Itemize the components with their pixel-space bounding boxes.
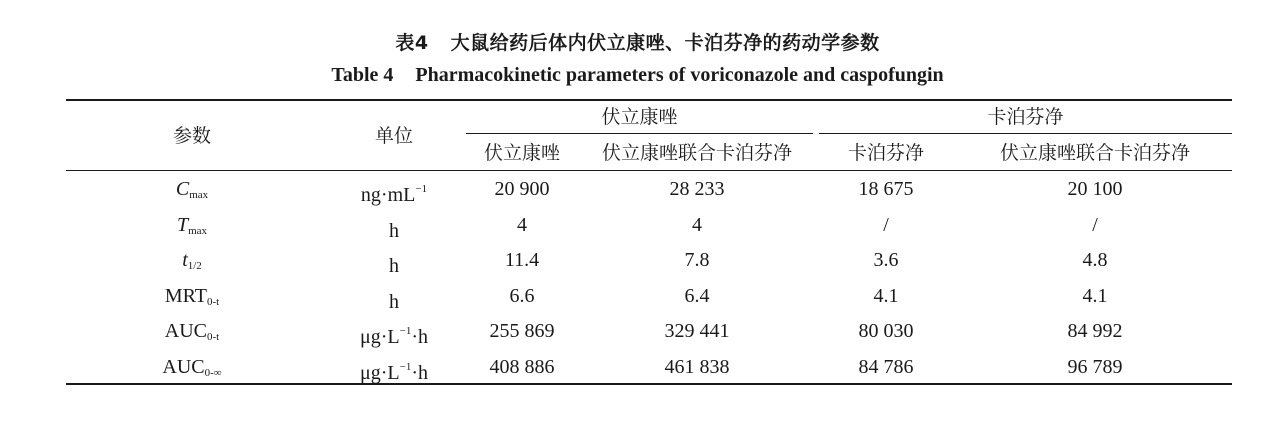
- param-subscript: 1/2: [187, 260, 202, 272]
- unit-superscript: −1: [399, 361, 412, 373]
- table-caption-chinese: 大鼠给药后体内伏立康唑、卡泊芬净的药动学参数: [450, 32, 880, 54]
- row-unit: [314, 355, 474, 385]
- value-vori-combo: 461 838: [664, 356, 730, 378]
- header-group-caspofungin: 卡泊芬净: [987, 106, 1064, 128]
- row-unit: [314, 284, 474, 314]
- param-subscript: 0-∞: [204, 367, 222, 379]
- value-casp-alone: /: [883, 214, 889, 236]
- top-rule: [66, 99, 1232, 101]
- value-vori-combo: 4: [692, 214, 702, 236]
- table-caption-english: Pharmacokinetic parameters of voriconazole and caspofungin: [415, 64, 944, 86]
- unit-superscript: −1: [415, 183, 428, 195]
- header-unit: 单位: [374, 125, 413, 147]
- table-label-english: Table 4: [331, 64, 394, 86]
- unit-main: h: [389, 255, 399, 277]
- value-casp-alone: 3.6: [873, 249, 899, 271]
- value-casp-combo: 20 100: [1067, 178, 1123, 200]
- header-col-casp-alone: 卡泊芬净: [847, 142, 924, 164]
- value-casp-alone: 18 675: [858, 178, 914, 200]
- row-unit: [314, 319, 474, 349]
- value-casp-alone: 4.1: [873, 285, 899, 307]
- value-casp-combo: /: [1092, 214, 1098, 236]
- value-casp-combo: 4.1: [1082, 285, 1108, 307]
- unit-tail: ·h: [411, 326, 428, 348]
- row-param: [132, 248, 252, 278]
- param-symbol: MRT: [164, 285, 207, 307]
- row-unit: [314, 177, 474, 207]
- value-vori-alone: 11.4: [504, 249, 540, 271]
- param-subscript: max: [188, 225, 208, 237]
- voriconazole-group-rule: [466, 133, 813, 134]
- table-title-english: [0, 64, 1275, 87]
- header-col-casp-combo: 伏立康唑联合卡泊芬净: [999, 142, 1190, 164]
- value-vori-combo: 329 441: [664, 320, 730, 342]
- row-unit: [314, 248, 474, 278]
- caspofungin-group-rule: [819, 133, 1232, 134]
- value-vori-combo: 6.4: [684, 285, 710, 307]
- param-symbol: t: [182, 249, 188, 271]
- value-vori-alone: 6.6: [509, 285, 535, 307]
- value-casp-combo: 96 789: [1067, 356, 1123, 378]
- value-vori-alone: 4: [517, 214, 527, 236]
- header-col-vori-combo: 伏立康唑联合卡泊芬净: [601, 142, 792, 164]
- value-casp-alone: 84 786: [858, 356, 914, 378]
- value-casp-alone: 80 030: [858, 320, 914, 342]
- row-unit: [314, 213, 474, 243]
- param-subscript: max: [189, 189, 209, 201]
- unit-main: ng·mL: [360, 184, 416, 206]
- param-symbol: C: [175, 178, 190, 200]
- unit-superscript: −1: [399, 325, 412, 337]
- row-param: [132, 355, 252, 385]
- row-param: [132, 213, 252, 243]
- param-symbol: T: [176, 214, 189, 236]
- unit-tail: ·h: [411, 362, 428, 384]
- value-vori-alone: 255 869: [489, 320, 555, 342]
- param-subscript: 0-t: [206, 296, 220, 308]
- value-casp-combo: 4.8: [1082, 249, 1108, 271]
- header-col-vori-alone: 伏立康唑: [483, 142, 560, 164]
- value-vori-alone: 20 900: [494, 178, 550, 200]
- value-casp-combo: 84 992: [1067, 320, 1123, 342]
- header-group-voriconazole: 伏立康唑: [601, 106, 678, 128]
- unit-main: h: [389, 220, 399, 242]
- unit-main: h: [389, 291, 399, 313]
- row-param: [132, 177, 252, 207]
- param-symbol: AUC: [162, 356, 205, 378]
- table-title-chinese: [0, 28, 1275, 55]
- header-bottom-rule: [66, 170, 1232, 171]
- value-vori-alone: 408 886: [489, 356, 555, 378]
- param-subscript: 0-t: [207, 331, 220, 343]
- value-vori-combo: 28 233: [669, 178, 725, 200]
- row-param: [132, 284, 252, 314]
- param-symbol: AUC: [164, 320, 207, 342]
- unit-main: μg·L: [360, 326, 400, 348]
- unit-main: μg·L: [360, 362, 400, 384]
- header-param: 参数: [172, 125, 211, 147]
- value-vori-combo: 7.8: [684, 249, 710, 271]
- row-param: [132, 319, 252, 349]
- table-label-chinese: 表4: [395, 32, 429, 54]
